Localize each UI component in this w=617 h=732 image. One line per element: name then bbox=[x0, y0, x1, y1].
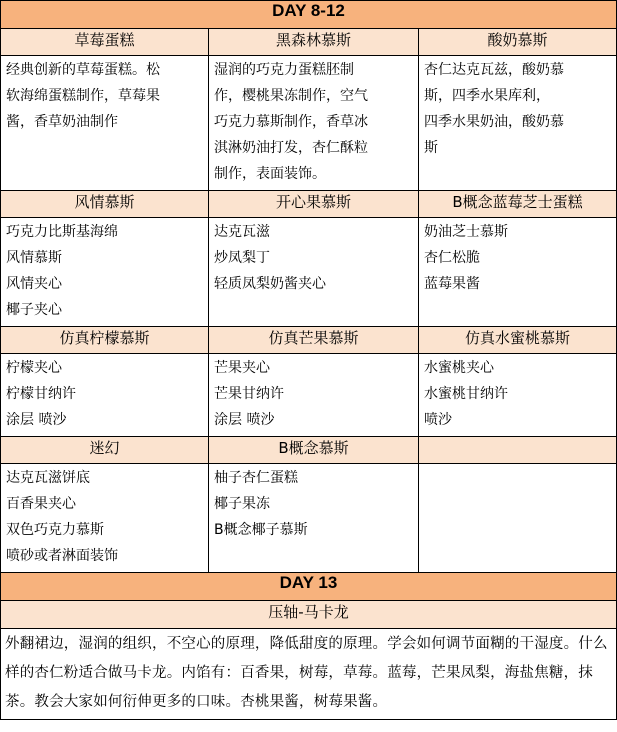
course-detail-row bbox=[1, 464, 617, 573]
course-name: 草莓蛋糕 bbox=[1, 29, 209, 56]
detail-line: 经典创新的草莓蛋糕。松 bbox=[6, 62, 160, 78]
detail-line: B概念椰子慕斯 bbox=[214, 522, 308, 538]
course-name: 仿真水蜜桃慕斯 bbox=[419, 327, 617, 354]
detail-line: 柠檬甘纳许 bbox=[6, 386, 76, 402]
course-detail-row bbox=[1, 56, 617, 191]
course-header-row bbox=[1, 29, 617, 56]
detail-line: 奶油芝士慕斯 bbox=[424, 224, 508, 240]
course-name: 开心果慕斯 bbox=[209, 191, 419, 218]
course-name: 风情慕斯 bbox=[1, 191, 209, 218]
empty-cell bbox=[419, 437, 617, 464]
detail-line: 水蜜桃甘纳许 bbox=[424, 386, 508, 402]
detail-line: 软海绵蛋糕制作，草莓果 bbox=[6, 88, 160, 104]
course-name: 迷幻 bbox=[1, 437, 209, 464]
day-8-12-header-row bbox=[1, 1, 617, 29]
macaron-course-title: 压轴-马卡龙 bbox=[1, 601, 617, 629]
day-8-12-label: DAY 8-12 bbox=[1, 1, 617, 29]
detail-line: 百香果夹心 bbox=[6, 496, 76, 512]
detail-line: 斯，四季水果库利， bbox=[424, 88, 550, 104]
detail-line: 杏仁松脆 bbox=[424, 250, 480, 266]
course-details bbox=[1, 218, 209, 327]
detail-line: 炒凤梨丁 bbox=[214, 250, 270, 266]
course-name: B概念慕斯 bbox=[209, 437, 419, 464]
detail-line: 风情夹心 bbox=[6, 276, 62, 292]
course-name: 黑森林慕斯 bbox=[209, 29, 419, 56]
detail-line: 芒果夹心 bbox=[214, 360, 270, 376]
course-name: 仿真柠檬慕斯 bbox=[1, 327, 209, 354]
detail-line: 风情慕斯 bbox=[6, 250, 62, 266]
detail-line: 涂层 喷沙 bbox=[214, 412, 275, 428]
course-name: B概念蓝莓芝士蛋糕 bbox=[419, 191, 617, 218]
macaron-description: 外翻裙边，湿润的组织，不空心的原理，降低甜度的原理。学会如何调节面糊的干湿度。什么样的杏仁粉适合做马卡龙。内馅有：百香果，树莓，草莓。蓝莓，芒果凤梨，海盐焦糖，抹茶。教会大家如何衍伸更多的口味。杏桃果酱，树莓果酱。 bbox=[1, 629, 617, 720]
detail-line: 巧克力比斯基海绵 bbox=[6, 224, 118, 240]
course-details bbox=[209, 464, 419, 573]
course-details bbox=[209, 218, 419, 327]
detail-line: 斯 bbox=[424, 140, 438, 156]
detail-line: 达克瓦滋 bbox=[214, 224, 270, 240]
detail-line: 椰子果冻 bbox=[214, 496, 270, 512]
course-header-row bbox=[1, 327, 617, 354]
day-13-header-row bbox=[1, 573, 617, 601]
course-details bbox=[1, 354, 209, 437]
empty-cell bbox=[419, 464, 617, 573]
course-detail-row bbox=[1, 218, 617, 327]
detail-line: 涂层 喷沙 bbox=[6, 412, 67, 428]
course-details bbox=[1, 464, 209, 573]
detail-line: 芒果甘纳许 bbox=[214, 386, 284, 402]
course-header-row bbox=[1, 437, 617, 464]
detail-line: 喷沙 bbox=[424, 412, 452, 428]
detail-line: 椰子夹心 bbox=[6, 302, 62, 318]
detail-line: 水蜜桃夹心 bbox=[424, 360, 494, 376]
detail-line: 作，樱桃果冻制作，空气 bbox=[214, 88, 368, 104]
detail-line: 双色巧克力慕斯 bbox=[6, 522, 104, 538]
detail-line: 巧克力慕斯制作，香草冰 bbox=[214, 114, 368, 130]
course-name: 酸奶慕斯 bbox=[419, 29, 617, 56]
detail-line: 轻质凤梨奶酱夹心 bbox=[214, 276, 326, 292]
day-13-label: DAY 13 bbox=[1, 573, 617, 601]
course-name: 仿真芒果慕斯 bbox=[209, 327, 419, 354]
macaron-header-row bbox=[1, 601, 617, 629]
detail-line: 喷砂或者淋面装饰 bbox=[6, 548, 118, 564]
detail-line: 杏仁达克瓦兹，酸奶慕 bbox=[424, 62, 564, 78]
detail-line: 淇淋奶油打发，杏仁酥粒 bbox=[214, 140, 368, 156]
course-details bbox=[419, 218, 617, 327]
course-details bbox=[1, 56, 209, 191]
course-details bbox=[209, 56, 419, 191]
detail-line: 蓝莓果酱 bbox=[424, 276, 480, 292]
course-details bbox=[419, 354, 617, 437]
detail-line: 四季水果奶油，酸奶慕 bbox=[424, 114, 564, 130]
course-details bbox=[209, 354, 419, 437]
detail-line: 达克瓦滋饼底 bbox=[6, 470, 90, 486]
course-details bbox=[419, 56, 617, 191]
detail-line: 制作，表面装饰。 bbox=[214, 166, 326, 182]
detail-line: 柚子杏仁蛋糕 bbox=[214, 470, 298, 486]
course-header-row bbox=[1, 191, 617, 218]
macaron-description-row bbox=[1, 629, 617, 720]
detail-line: 湿润的巧克力蛋糕胚制 bbox=[214, 62, 354, 78]
course-detail-row bbox=[1, 354, 617, 437]
detail-line: 酱，香草奶油制作 bbox=[6, 114, 118, 130]
detail-line: 柠檬夹心 bbox=[6, 360, 62, 376]
